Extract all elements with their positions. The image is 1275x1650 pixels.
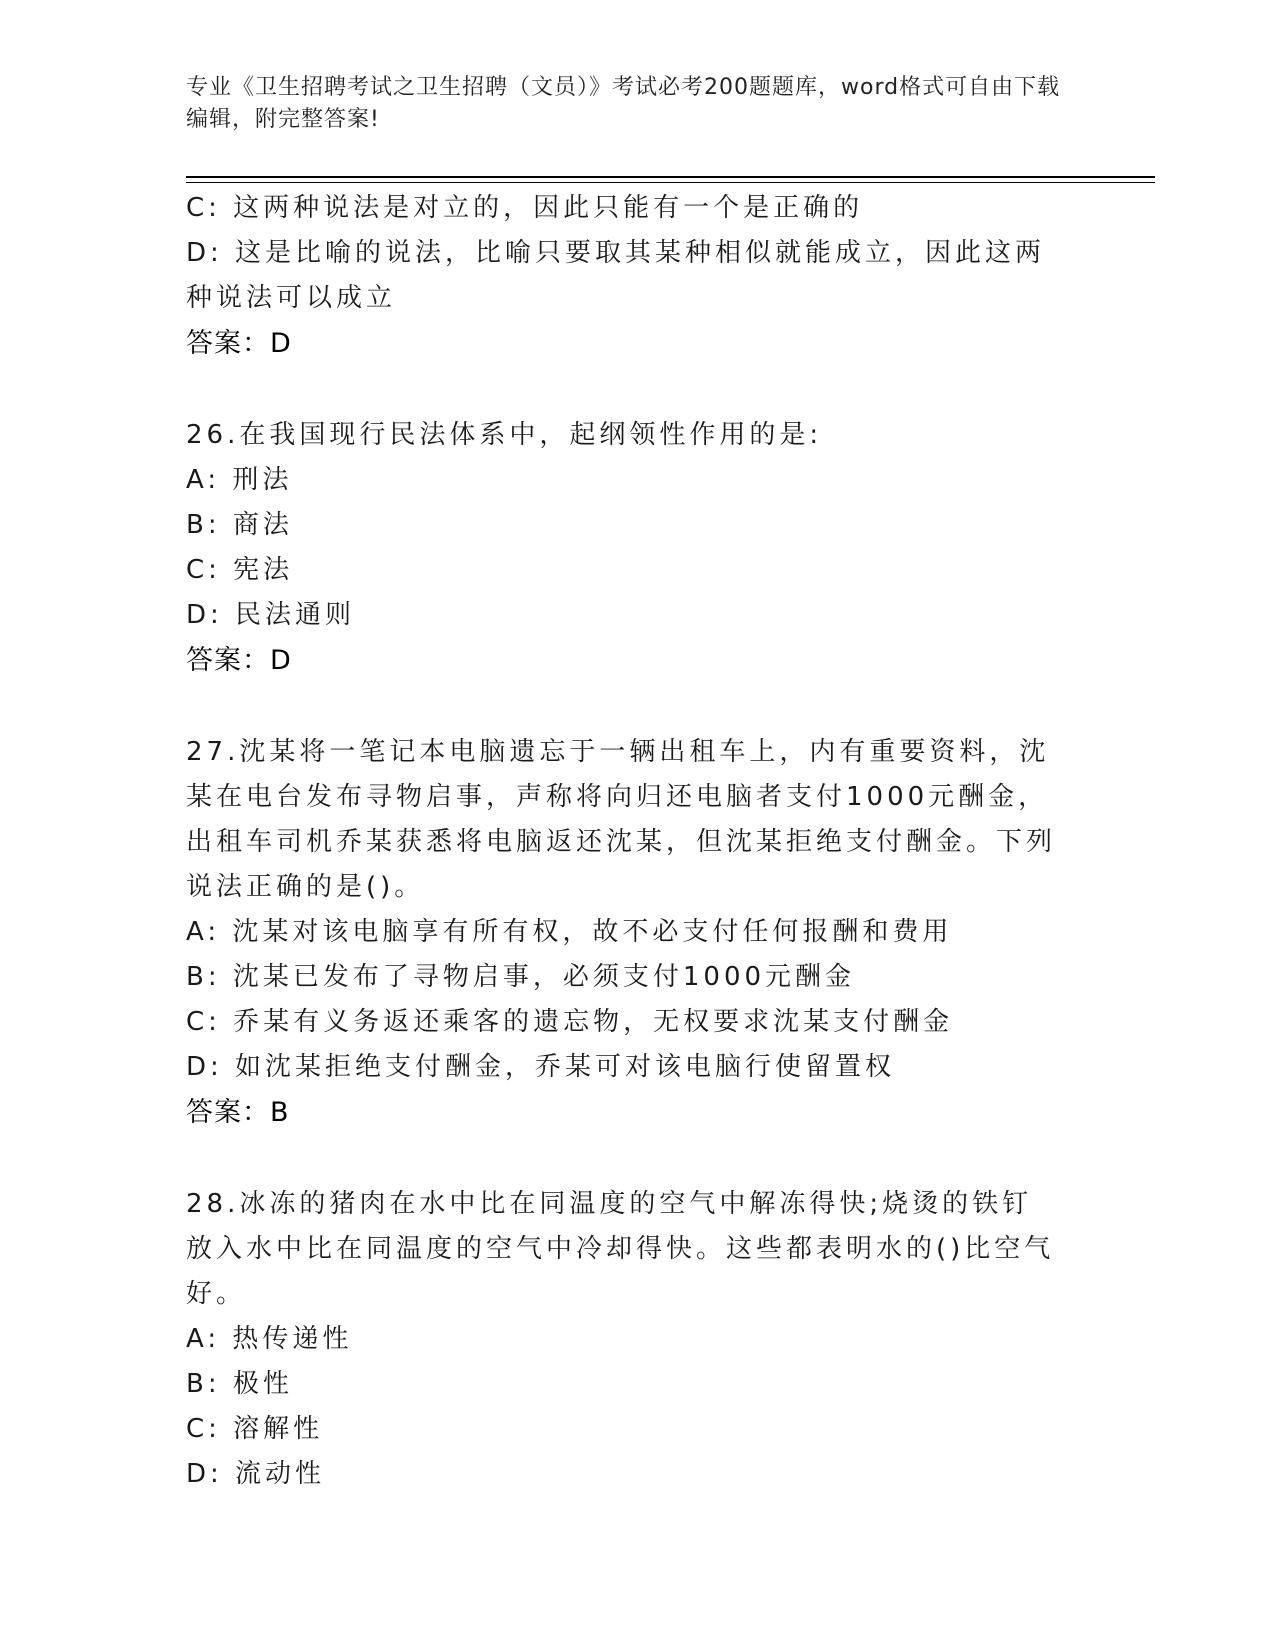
option-a: A: 热传递性: [186, 1324, 353, 1354]
page-header: 专业《卫生招聘考试之卫生招聘（文员）》考试必考200题题库，word格式可自由下载编辑，附完整答案!: [186, 75, 1061, 132]
question-stem: 28.冰冻的猪肉在水中比在同温度的空气中解冻得快;烧烫的铁钉放入水中比在同温度的空气中冷却得快。这些都表明水的()比空气好。: [186, 1189, 1055, 1309]
option-a: A: 刑法: [186, 465, 293, 495]
option-a: A: 沈某对该电脑享有所有权，故不必支付任何报酬和费用: [186, 917, 953, 947]
option-b: B: 商法: [186, 510, 293, 540]
spacer: [186, 1136, 1076, 1182]
header-rule-thick: [186, 176, 1155, 178]
option-c: C: 乔某有义务返还乘客的遗忘物，无权要求沈某支付酬金: [186, 1007, 954, 1037]
question-26: [186, 413, 1076, 684]
question-25-continued: [186, 186, 1076, 367]
header-rule-thin: [186, 182, 1155, 183]
option-b: B: 极性: [186, 1369, 293, 1399]
question-27: [186, 730, 1076, 1136]
option-c: C: 溶解性: [186, 1414, 324, 1444]
option-c: C: 这两种说法是对立的，因此只能有一个是正确的: [186, 193, 864, 223]
option-c: C: 宪法: [186, 555, 294, 585]
question-stem: 27.沈某将一笔记本电脑遗忘于一辆出租车上，内有重要资料，沈某在电台发布寻物启事，声称将向归还电脑者支付1000元酬金，出租车司机乔某获悉将电脑返还沈某，但沈某拒绝支付酬金。下列说法正确的是()。: [186, 737, 1057, 902]
option-b: B: 沈某已发布了寻物启事，必须支付1000元酬金: [186, 962, 856, 992]
answer: 答案：D: [186, 645, 292, 676]
question-28: [186, 1182, 1076, 1497]
option-d: D: 流动性: [186, 1459, 326, 1489]
document-body: [186, 186, 1076, 1497]
answer: 答案：D: [186, 328, 292, 359]
option-d: D: 这是比喻的说法，比喻只要取其某种相似就能成立，因此这两种说法可以成立: [186, 238, 1046, 313]
option-d: D: 民法通则: [186, 600, 356, 630]
answer: 答案：B: [186, 1097, 290, 1128]
spacer: [186, 684, 1076, 730]
spacer: [186, 367, 1076, 413]
question-stem: 26.在我国现行民法体系中，起纲领性作用的是:: [186, 420, 823, 450]
option-d: D: 如沈某拒绝支付酬金，乔某可对该电脑行使留置权: [186, 1052, 896, 1082]
